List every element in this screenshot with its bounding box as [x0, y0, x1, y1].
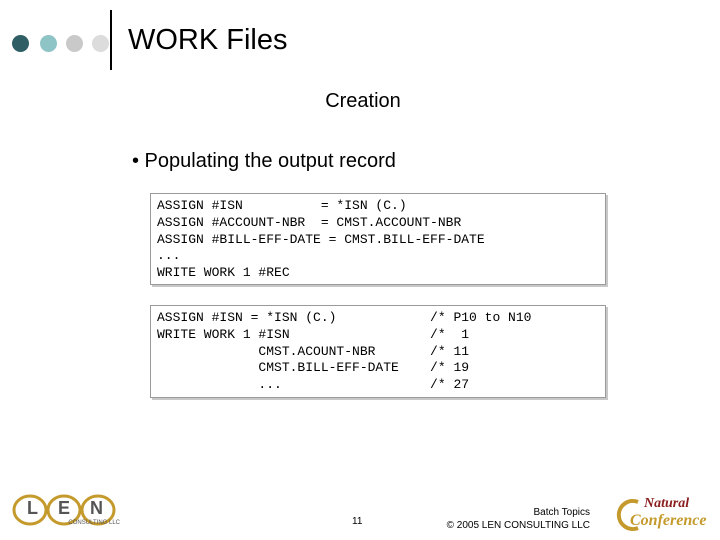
- code-line: ASSIGN #ISN = *ISN (C.) /* P10 to N10: [157, 310, 532, 325]
- code-line: WRITE WORK 1 #REC: [157, 265, 290, 281]
- code-line: CMST.ACOUNT-NBR /* 11: [157, 343, 470, 359]
- decor-dot-lighter: [92, 35, 109, 52]
- code-line: ASSIGN #ISN = *ISN (C.): [157, 198, 407, 213]
- footer-info: [440, 506, 590, 532]
- logo-line-natural: Natural: [644, 496, 690, 511]
- slide-subtitle: Creation: [325, 90, 401, 112]
- footer-copyright: © 2005 LEN CONSULTING LLC: [446, 520, 590, 531]
- code-line: ASSIGN #BILL-EFF-DATE = CMST.BILL-EFF-DATE: [157, 231, 485, 247]
- code-block-write: [150, 305, 606, 398]
- len-logo-subtext: CONSULTING LLC: [68, 520, 120, 526]
- bullet-text: • Populating the output record: [132, 150, 396, 172]
- page-number: 11: [352, 516, 363, 527]
- footer-topic: Batch Topics: [533, 507, 590, 518]
- len-logo-wordmark: LEN: [27, 498, 123, 518]
- code-line: CMST.BILL-EFF-DATE /* 19: [157, 360, 470, 376]
- code-line: ASSIGN #ACCOUNT-NBR = CMST.ACCOUNT-NBR: [157, 214, 462, 230]
- logo-line-conference: Conference: [630, 512, 707, 529]
- code-line: WRITE WORK 1 #ISN /* 1: [157, 326, 470, 342]
- decor-dot-light: [66, 35, 83, 52]
- slide-title: WORK Files: [128, 24, 288, 56]
- code-line: ... /* 27: [157, 377, 470, 393]
- natural-conference-logo: [616, 496, 716, 532]
- title-divider: [110, 10, 112, 70]
- decor-dot-dark: [12, 35, 29, 52]
- code-line: ...: [157, 248, 181, 264]
- decor-dot-mid: [40, 35, 57, 52]
- len-logo: [6, 494, 124, 530]
- code-block-assign: [150, 193, 606, 285]
